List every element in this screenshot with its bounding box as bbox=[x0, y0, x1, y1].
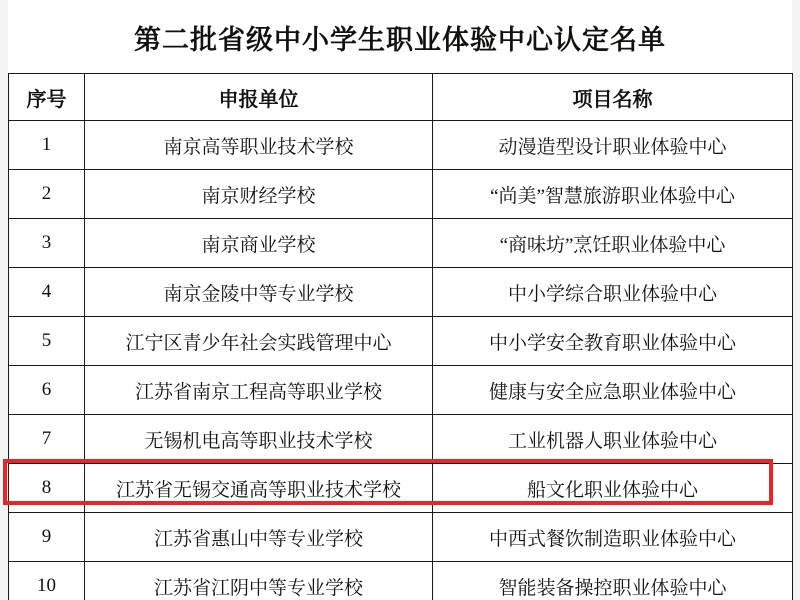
cell-unit: 南京金陵中等专业学校 bbox=[85, 268, 433, 317]
cell-index: 10 bbox=[9, 562, 85, 600]
table-row bbox=[9, 317, 793, 366]
table-row bbox=[9, 366, 793, 415]
cell-unit: 南京商业学校 bbox=[85, 219, 433, 268]
cell-index: 2 bbox=[9, 170, 85, 219]
cell-project: “商味坊”烹饪职业体验中心 bbox=[433, 219, 793, 268]
cell-index: 5 bbox=[9, 317, 85, 366]
cell-index: 3 bbox=[9, 219, 85, 268]
cell-index: 1 bbox=[9, 121, 85, 170]
table-row-highlighted bbox=[9, 464, 793, 513]
cell-project: “尚美”智慧旅游职业体验中心 bbox=[433, 170, 793, 219]
cell-project: 健康与安全应急职业体验中心 bbox=[433, 366, 793, 415]
page-title: 第二批省级中小学生职业体验中心认定名单 bbox=[134, 25, 666, 55]
cell-index: 6 bbox=[9, 366, 85, 415]
column-header-unit: 申报单位 bbox=[85, 74, 433, 121]
cell-unit: 江宁区青少年社会实践管理中心 bbox=[85, 317, 433, 366]
page-edge-right bbox=[792, 0, 800, 600]
table-row bbox=[9, 219, 793, 268]
table-row bbox=[9, 415, 793, 464]
cell-project: 动漫造型设计职业体验中心 bbox=[433, 121, 793, 170]
page-edge-left bbox=[0, 0, 8, 600]
column-header-index: 序号 bbox=[9, 74, 85, 121]
cell-unit: 南京财经学校 bbox=[85, 170, 433, 219]
cell-project: 智能装备操控职业体验中心 bbox=[433, 562, 793, 600]
table-row bbox=[9, 268, 793, 317]
cell-index: 7 bbox=[9, 415, 85, 464]
cell-unit: 无锡机电高等职业技术学校 bbox=[85, 415, 433, 464]
document-sheet bbox=[8, 0, 792, 600]
certification-list-table bbox=[8, 73, 793, 600]
cell-project: 中小学综合职业体验中心 bbox=[433, 268, 793, 317]
cell-unit: 江苏省惠山中等专业学校 bbox=[85, 513, 433, 562]
cell-unit: 南京高等职业技术学校 bbox=[85, 121, 433, 170]
table-row bbox=[9, 121, 793, 170]
table-header-row bbox=[9, 74, 793, 121]
cell-index: 4 bbox=[9, 268, 85, 317]
cell-unit: 江苏省无锡交通高等职业技术学校 bbox=[85, 464, 433, 513]
table-row bbox=[9, 170, 793, 219]
cell-project: 中西式餐饮制造职业体验中心 bbox=[433, 513, 793, 562]
cell-index: 9 bbox=[9, 513, 85, 562]
cell-project: 中小学安全教育职业体验中心 bbox=[433, 317, 793, 366]
cell-project: 船文化职业体验中心 bbox=[433, 464, 793, 513]
cell-unit: 江苏省南京工程高等职业学校 bbox=[85, 366, 433, 415]
cell-project: 工业机器人职业体验中心 bbox=[433, 415, 793, 464]
column-header-project: 项目名称 bbox=[433, 74, 793, 121]
cell-unit: 江苏省江阴中等专业学校 bbox=[85, 562, 433, 600]
table-row bbox=[9, 562, 793, 600]
cell-index: 8 bbox=[9, 464, 85, 513]
table-row bbox=[9, 513, 793, 562]
